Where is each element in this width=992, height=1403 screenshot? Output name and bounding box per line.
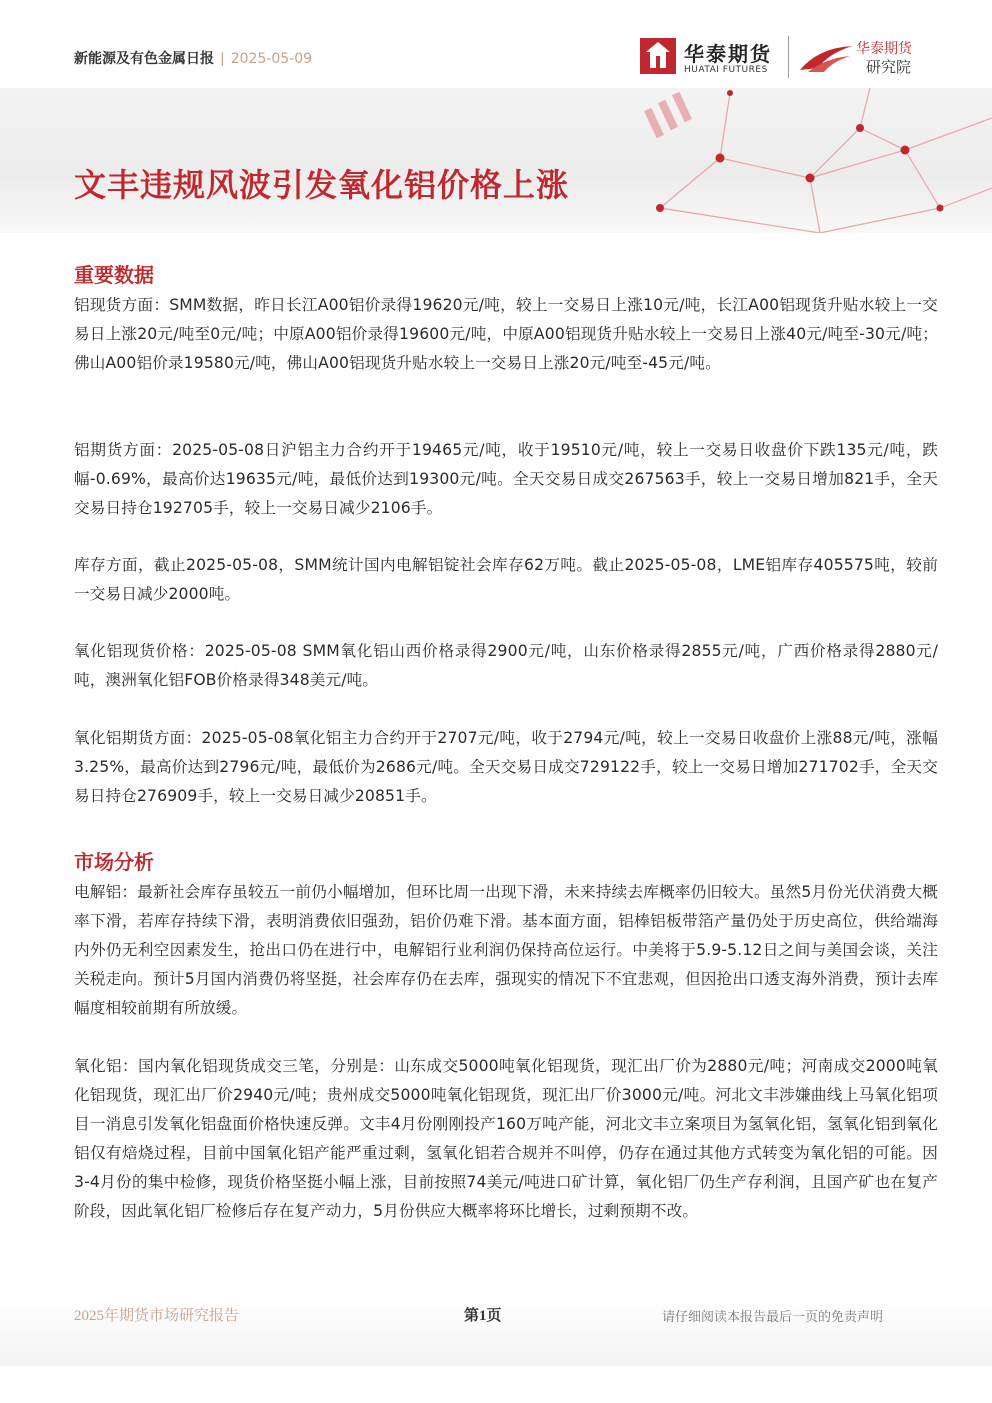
- logo-text-cn: 华泰期货: [684, 42, 772, 66]
- institute-logo-icon: [798, 42, 854, 74]
- logo-divider: [788, 36, 789, 78]
- header-separator: |: [220, 51, 225, 67]
- page-title: 文丰违规风波引发氧化铝价格上涨: [74, 166, 570, 204]
- footer-disclaimer-note: 请仔细阅读本报告最后一页的免责声明: [662, 1310, 884, 1325]
- paragraph-aluminum-futures: 铝期货方面：2025-05-08日沪铝主力合约开于19465元/吨，收于19510元/吨，较上一交易日收盘价下跌135元/吨，跌幅-0.69%，最高价达19635元/吨，最低价达到19300元/吨。全天交易日成交267563手，较上一交易日增加821手，全天交易日持仓192705手，较上一交易日减少2106手。: [74, 441, 938, 517]
- report-name: 新能源及有色金属日报: [74, 51, 214, 67]
- logo-area: [640, 32, 930, 82]
- report-header: [74, 48, 312, 68]
- page-number: 第1页: [464, 1308, 502, 1324]
- paragraph-alumina-spot: 氧化铝现货价格：2025-05-08 SMM氧化铝山西价格录得2900元/吨，山东价格录得2855元/吨，广西价格录得2880元/吨，澳洲氧化铝FOB价格录得348美元/吨。: [74, 642, 938, 689]
- section-title-market-analysis: 市场分析: [74, 850, 154, 874]
- network-graphic: [560, 88, 992, 233]
- institute-name-line1: 华泰期货: [856, 41, 912, 57]
- section-title-key-data: 重要数据: [74, 263, 154, 287]
- paragraph-electrolytic-aluminum: 电解铝：最新社会库存虽较五一前仍小幅增加，但环比周一出现下滑，未来持续去库概率仍旧较大。虽然5月份光伏消费大概率下滑，若库存持续下滑，表明消费依旧强劲，铝价仍难下滑。基本面方面，铝棒铝板带箔产量仍处于历史高位，供给端海内外仍无利空因素发生，抢出口仍在进行中，电解铝行业利润仍保持高位运行。中美将于5.9-5.12日之间与美国会谈，关注关税走向。预计5月国内消费仍将坚挺，社会库存仍在去库，强现实的情况下不宜悲观，但因抢出口透支海外消费，预计去库幅度相较前期有所放缓。: [74, 883, 938, 1017]
- institute-name-line2: 研究院: [866, 58, 912, 76]
- report-date: 2025-05-09: [230, 51, 313, 67]
- huatai-logo-icon: [640, 38, 676, 74]
- paragraph-inventory: 库存方面，截止2025-05-08，SMM统计国内电解铝锭社会库存62万吨。截止2025-05-08，LME铝库存405575吨，较前一交易日减少2000吨。: [74, 556, 938, 603]
- footer-report-label: 2025年期货市场研究报告: [74, 1308, 240, 1324]
- logo-text-en: HUATAI FUTURES: [684, 65, 768, 75]
- paragraph-alumina-futures: 氧化铝期货方面：2025-05-08氧化铝主力合约开于2707元/吨，收于2794元/吨，较上一交易日收盘价上涨88元/吨，涨幅3.25%，最高价达到2796元/吨，最低价为2686元/吨。全天交易日成交729122手，较上一交易日增加271702手，全天交易日持仓276909手，较上一交易日减少20851手。: [74, 729, 938, 805]
- paragraph-alumina-analysis: 氧化铝：国内氧化铝现货成交三笔，分别是：山东成交5000吨氧化铝现货，现汇出厂价为2880元/吨；河南成交2000吨氧化铝现货，现汇出厂价2940元/吨；贵州成交5000吨氧化铝现货，现汇出厂价3000元/吨。河北文丰涉嫌曲线上马氧化铝项目一消息引发氧化铝盘面价格快速反弹。文丰4月份刚刚投产160万吨产能，河北文丰立案项目为氢氧化铝，氢氧化铝到氧化铝仅有焙烧过程，目前中国氧化铝产能严重过剩，氢氧化铝若合规并不叫停，仍存在通过其他方式转变为氧化铝的可能。因3-4月份的集中检修，现货价格坚挺小幅上涨，目前按照74美元/吨进口矿计算，氧化铝厂仍生产存利润，且国产矿也在复产阶段，因此氧化铝厂检修后存在复产动力，5月份供应大概率将环比增长，过剩预期不改。: [74, 1057, 938, 1220]
- paragraph-aluminum-spot: 铝现货方面：SMM数据，昨日长江A00铝价录得19620元/吨，较上一交易日上涨10元/吨，长江A00铝现货升贴水较上一交易日上涨20元/吨至0元/吨；中原A00铝价录得19600元/吨，中原A00铝现货升贴水较上一交易日上涨40元/吨至-30元/吨；佛山A00铝价录19580元/吨，佛山A00铝现货升贴水较上一交易日上涨20元/吨至-45元/吨。: [74, 296, 938, 372]
